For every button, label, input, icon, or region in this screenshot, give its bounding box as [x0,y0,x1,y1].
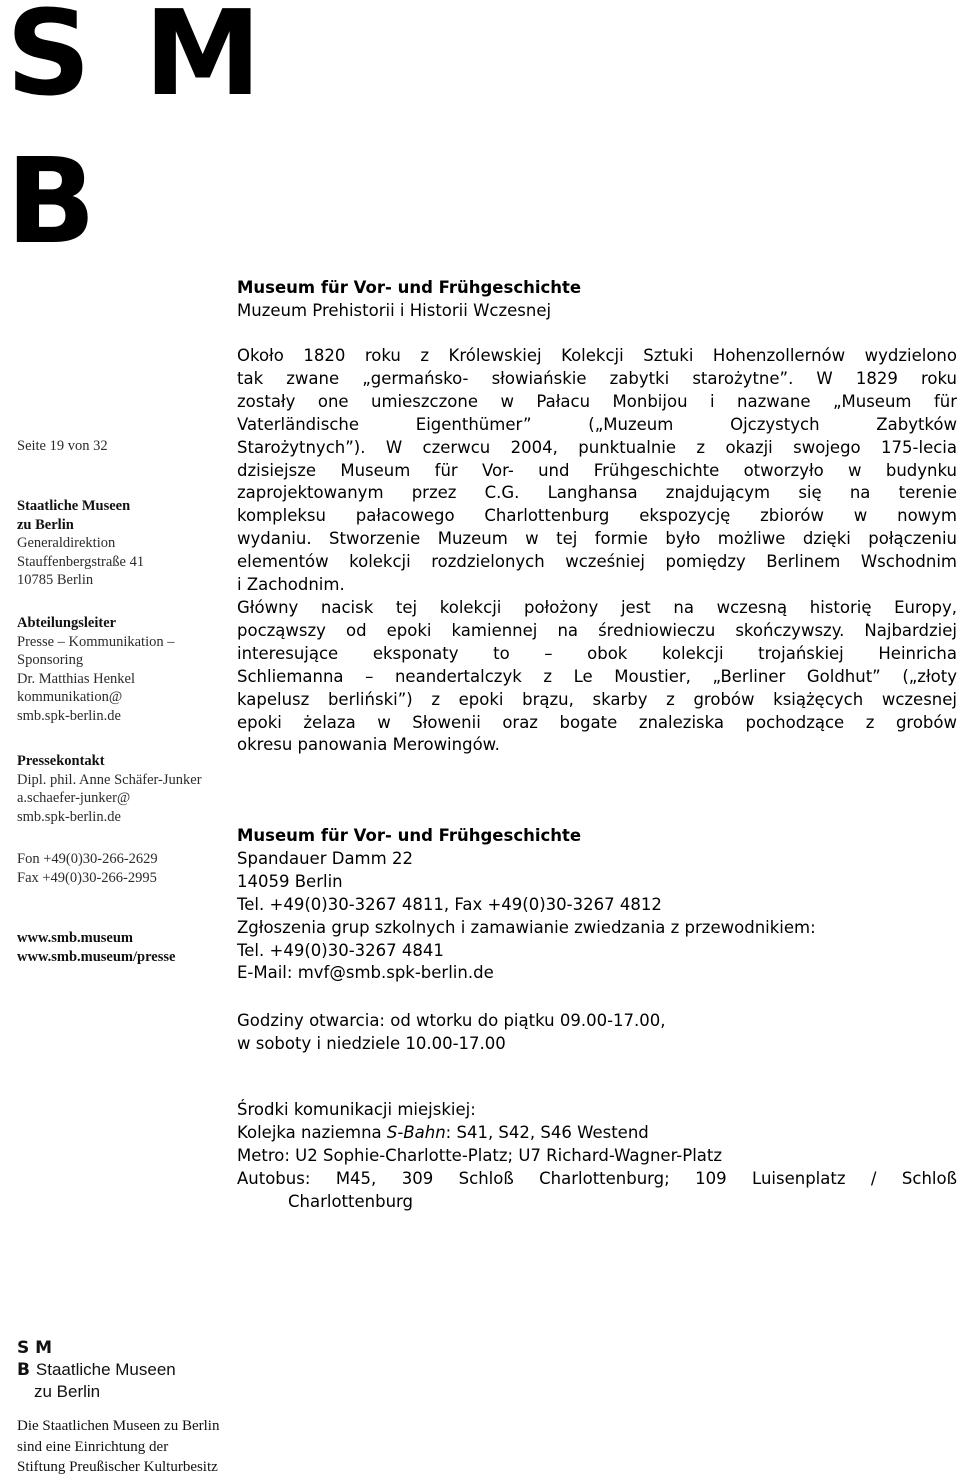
footer-note-line: Die Staatlichen Museen zu Berlin [17,1418,220,1434]
smb-logo [6,0,262,270]
dept-line: Presse – Kommunikation – [17,633,175,650]
sbahn-name: S-Bahn [386,1122,446,1142]
transport-title: Środki komunikacji miejskiej: [237,1100,476,1119]
sidebar [17,437,232,977]
footer-logo-b: B [17,1360,30,1380]
paragraph-line: zostały one umieszczone w Pałacu Monbijou i nazwane „Museum für [237,391,957,411]
phone: Fon +49(0)30-266-2629 [17,851,158,867]
paragraph-line: Główny nacisk tej kolekcji położony jest na wczesną historię Europy, [237,598,957,617]
paragraph-history [237,345,957,597]
paragraph-line: epoki żelaza w Słowenii oraz bogate znaleziska pochodzące z grobów [237,712,957,732]
page-number: Seite 19 von 32 [17,438,108,454]
transport-sbahn [237,1122,957,1145]
hours-line: Godziny otwarcia: od wtorku do piątku 09.00-17.00, [237,1011,666,1030]
dept-email-line2[interactable]: smb.spk-berlin.de [17,707,121,724]
dept-line: Sponsoring [17,652,84,668]
paragraph-line: dzisiejsze Museum für Vor- und Frühgeschichte otworzyło w budynku [237,460,957,480]
sbahn-prefix: Kolejka naziemna [237,1122,387,1142]
contact-email[interactable]: E-Mail: mvf@smb.spk-berlin.de [237,963,494,983]
paragraph-line: wydaniu. Stworzenie Muzeum w tej formie było możliwe dzięki połączeniu [237,529,957,549]
main-content [237,277,957,323]
paragraph-line: Starożytnych”). W czerwcu 2004, punktualnie z okazji swojego 175-lecia [237,437,957,457]
logo-letter-s: S [6,0,91,122]
paragraph-line: począwszy od epoki kamiennej na średniowieczu skończywszy. Najbardziej [237,620,957,640]
logo-letter-m: M [144,0,262,122]
footer-note [17,1416,219,1478]
footer-logo-org: Staatliche Museen [35,1360,176,1379]
website-link[interactable]: www.smb.museum [17,930,134,946]
paragraph-line: elementów kolekcji rozdzielonych wcześniej pomiędzy Berlinem Wschodnim [237,552,957,572]
address-line: Generaldirektion [17,535,116,551]
footer-logo [17,1338,176,1402]
contact-street: Spandauer Damm 22 [237,848,413,868]
opening-hours [237,1010,957,1056]
dept-head-name: Dr. Matthias Henkel [17,670,135,687]
paragraph-line: i Zachodnim. [237,575,345,595]
footer-note-line: sind eine Einrichtung der [17,1438,169,1455]
dept-head-title: Abteilungsleiter [17,615,117,631]
page-subtitle: Muzeum Prehistorii i Historii Wczesnej [237,300,552,320]
paragraph-line: kompleksu pałacowego Charlottenburg ekspozycję zbiorów w nowym [237,506,957,526]
org-name-line1: Staatliche Museen [17,498,131,514]
paragraph-line: interesujące eksponaty to – obok kolekcji trojańskiej Heinricha [237,643,957,663]
address-line: Stauffenbergstraße 41 [17,553,145,570]
press-website-link[interactable]: www.smb.museum/presse [17,948,176,965]
dept-email-line1[interactable]: kommunikation@ [17,689,123,705]
hours-line: w soboty i niedziele 10.00-17.00 [237,1033,506,1053]
contact-groups: Zgłoszenia grup szkolnych i zamawianie zwiedzania z przewodnikiem: [237,917,816,937]
sbahn-lines: : S41, S42, S46 Westend [445,1122,649,1142]
footer-logo-row [17,1359,176,1381]
contact-groups-phone: Tel. +49(0)30-3267 4841 [237,940,444,960]
footer-note-line: Stiftung Preußischer Kulturbesitz [17,1459,218,1475]
fax: Fax +49(0)30-266-2995 [17,869,157,886]
paragraph-line: Schliemanna – neandertalczyk z Le Moustier, „Berliner Goldhut” („złoty [237,666,957,686]
org-name-line2: zu Berlin [17,516,74,533]
press-contact-name: Dipl. phil. Anne Schäfer-Junker [17,771,202,788]
address-line: 10785 Berlin [17,572,94,588]
paragraph-line: Vaterländische Eigenthümer” („Muzeum Ojczystych Zabytków [237,414,957,434]
paragraph-line: kapelusz berliński”) z epoki brązu, skarby z grobów książęcych wczesnej [237,689,957,709]
press-contact-title: Pressekontakt [17,753,105,769]
contact-block [237,825,957,985]
press-email-line2[interactable]: smb.spk-berlin.de [17,808,121,825]
transport-metro: Metro: U2 Sophie-Charlotte-Platz; U7 Richard-Wagner-Platz [237,1145,723,1165]
footer-logo-sm: S M [17,1338,53,1358]
contact-phone-fax: Tel. +49(0)30-3267 4811, Fax +49(0)30-3267 4812 [237,894,662,914]
paragraph-highlights [237,597,957,757]
paragraph-line: okresu panowania Merowingów. [237,735,500,755]
press-email-line1[interactable]: a.schaefer-junker@ [17,790,131,806]
paragraph-line: Około 1820 roku z Królewskiej Kolekcji Sztuki Hohenzollernów wydzielono [237,346,957,365]
transport-block [237,1099,957,1214]
paragraph-line: zaprojektowanym przez C.G. Langhansa znajdującym się na terenie [237,483,957,503]
page-title: Museum für Vor- und Frühgeschichte [237,278,582,297]
transport-bus: Autobus: M45, 309 Schloß Charlottenburg; 109 Luisenplatz / Schloß [237,1168,957,1188]
logo-letter-b: B [6,132,96,270]
contact-city: 14059 Berlin [237,871,343,891]
contact-title: Museum für Vor- und Frühgeschichte [237,826,582,845]
footer-logo-org-line2: zu Berlin [34,1382,101,1401]
paragraph-line: tak zwane „germańsko- słowiańskie zabytki starożytne”. W 1829 roku [237,368,957,388]
transport-bus-cont: Charlottenburg [288,1191,413,1211]
